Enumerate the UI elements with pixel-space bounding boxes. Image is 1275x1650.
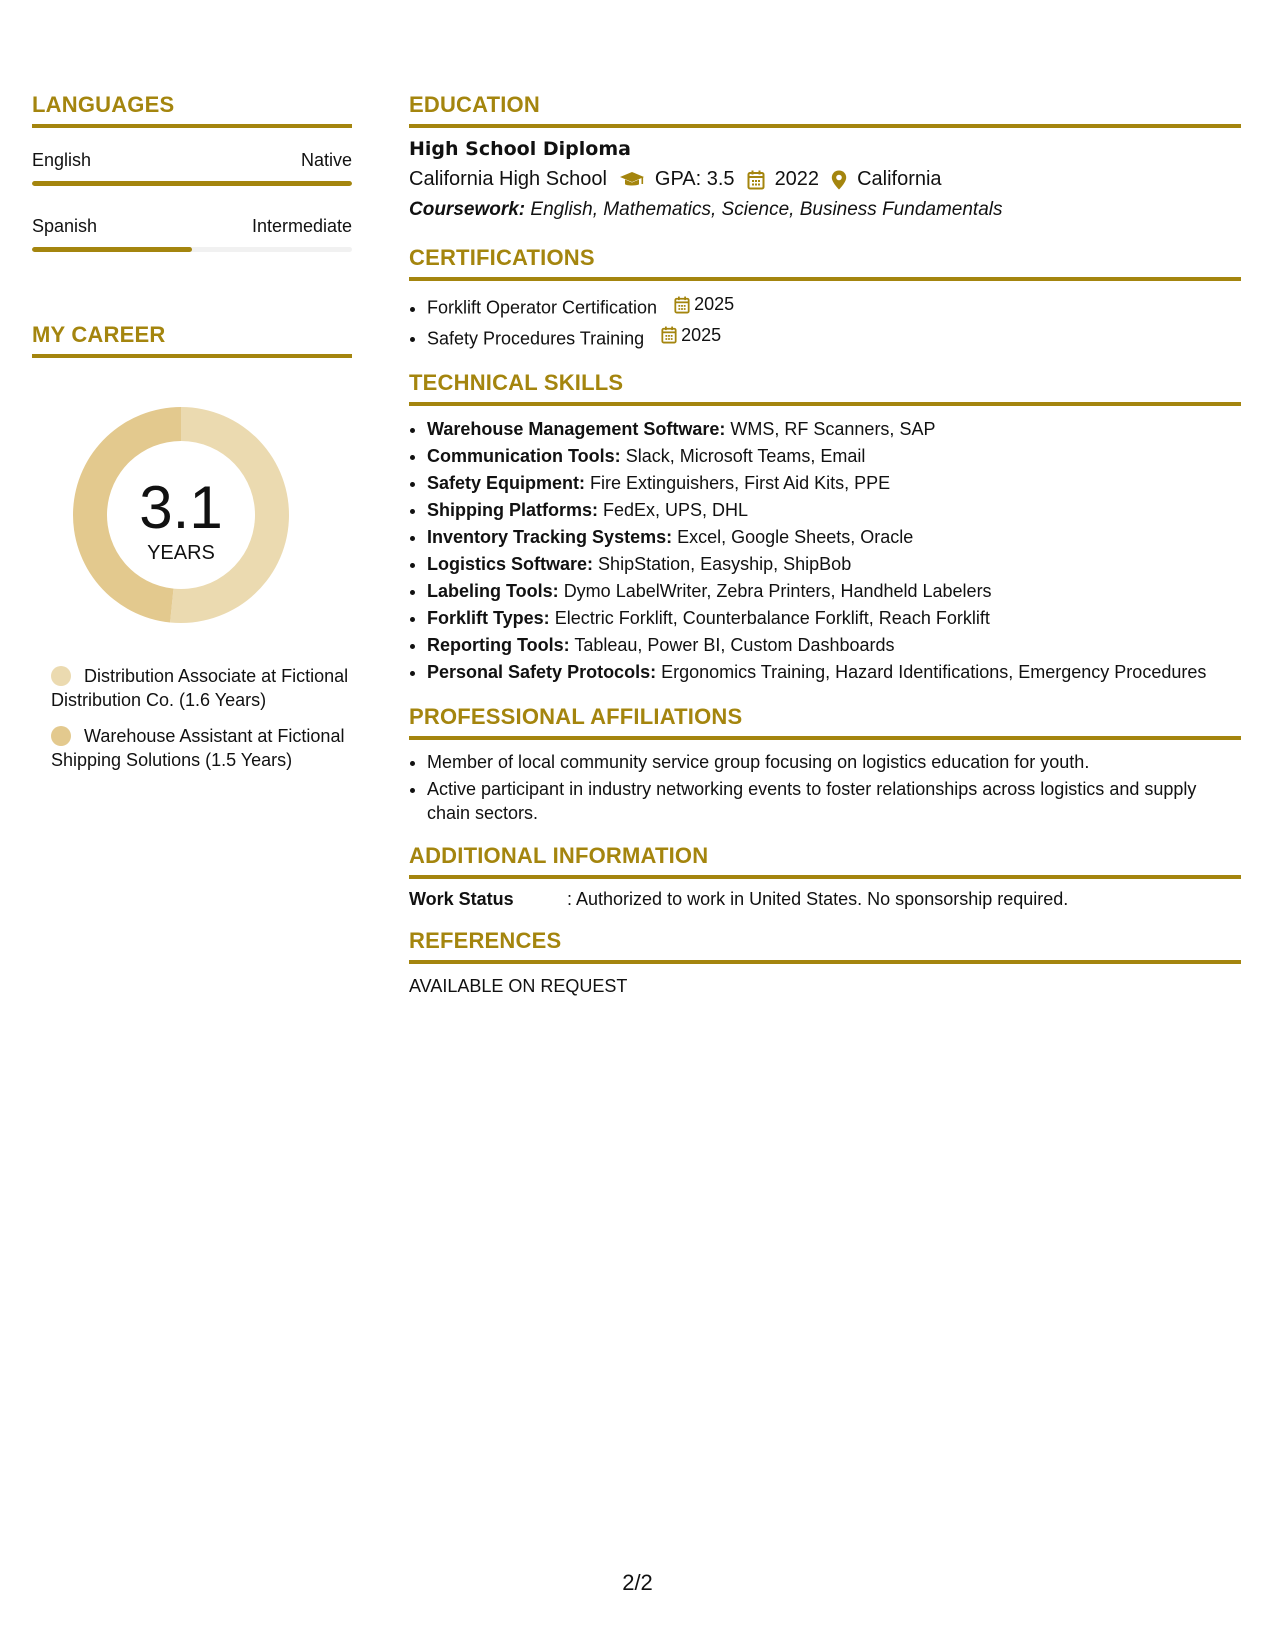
certification-year: 2025 [694, 294, 735, 314]
coursework-label: Coursework: [409, 199, 526, 220]
calendar-icon [747, 170, 765, 190]
calendar-icon [661, 326, 677, 344]
list-item [427, 659, 1241, 686]
certification-name: Safety Procedures Training [427, 328, 645, 348]
language-level: Intermediate [251, 216, 352, 236]
language-name: Spanish [32, 216, 98, 236]
skill-value: Tableau, Power BI, Custom Dashboards [574, 635, 895, 655]
skill-value: FedEx, UPS, DHL [603, 500, 749, 520]
career-legend-label: Warehouse Assistant at Fictional Shipping Solutions (1.5 Years) [51, 726, 345, 770]
list-item [427, 632, 1241, 659]
skill-label: Reporting Tools: [427, 635, 570, 655]
language-level: Native [300, 150, 352, 170]
language-item [32, 216, 352, 252]
affiliations-section [409, 704, 1241, 825]
career-total-value: 3.1 [139, 474, 223, 541]
graduation-year: 2022 [774, 168, 820, 190]
additional-info-section [409, 843, 1241, 910]
work-status-label: Work Status [409, 889, 514, 909]
affiliations-list [409, 750, 1241, 825]
list-item [427, 578, 1241, 605]
references-section [409, 928, 1241, 997]
list-item [427, 524, 1241, 551]
page-number: 2/2 [622, 1570, 653, 1595]
skill-value: Excel, Google Sheets, Oracle [677, 527, 914, 547]
calendar-icon [674, 296, 690, 314]
career-legend [32, 664, 352, 772]
work-status-row [409, 889, 1241, 910]
coursework-list: English, Mathematics, Science, Business Fundamentals [530, 199, 1003, 220]
language-list [32, 150, 352, 252]
career-legend-label: Distribution Associate at Fictional Distribution Co. (1.6 Years) [51, 666, 349, 710]
graduation-cap-icon [619, 171, 645, 189]
education-details [409, 168, 1241, 191]
skill-value: Ergonomics Training, Hazard Identifications, Emergency Procedures [661, 662, 1207, 682]
skill-value: Electric Forklift, Counterbalance Forklift, Reach Forklift [554, 608, 990, 628]
technical-skills-section [409, 370, 1241, 686]
career-heading: MY CAREER [32, 322, 352, 358]
references-heading: REFERENCES [409, 928, 1241, 964]
languages-heading: LANGUAGES [32, 92, 352, 128]
coursework [409, 199, 1241, 221]
list-item [427, 605, 1241, 632]
language-proficiency-fill [32, 181, 352, 186]
skill-value: Slack, Microsoft Teams, Email [625, 446, 866, 466]
skill-label: Shipping Platforms: [427, 500, 598, 520]
list-item: • Member of local community service group focusing on logistics education for youth. [427, 750, 1241, 774]
education-heading: EDUCATION [409, 92, 1241, 128]
certifications-section [409, 245, 1241, 352]
gpa: GPA: 3.5 [654, 168, 735, 190]
list-item [427, 497, 1241, 524]
certification-year: 2025 [681, 324, 722, 345]
skill-label: Labeling Tools: [427, 581, 559, 601]
technical-skills-heading: TECHNICAL SKILLS [409, 370, 1241, 406]
career-legend-item [51, 724, 352, 772]
language-proficiency-bar [32, 247, 352, 252]
work-status-value: : Authorized to work in United States. No sponsorship required. [567, 889, 1069, 909]
career-legend-item [51, 664, 352, 712]
list-item [427, 443, 1241, 470]
degree-title: High School Diploma [409, 138, 631, 160]
references-text: AVAILABLE ON REQUEST [409, 976, 628, 996]
skill-label: Communication Tools: [427, 446, 621, 466]
skill-label: Forklift Types: [427, 608, 550, 628]
language-item [32, 150, 352, 186]
school-location: California [857, 168, 942, 190]
list-item [427, 551, 1241, 578]
skill-label: Warehouse Management Software: [427, 419, 726, 439]
additional-info-heading: ADDITIONAL INFORMATION [409, 843, 1241, 879]
skill-label: Personal Safety Protocols: [427, 662, 657, 682]
list-item [427, 291, 1241, 322]
education-section [409, 92, 1241, 221]
school-name: California High School [409, 168, 607, 190]
career-total [66, 400, 296, 630]
career-donut-chart [66, 400, 296, 630]
list-item: • Active participant in industry networking events to foster relationships across logistics and supply chain sectors. [427, 777, 1241, 825]
skill-label: Inventory Tracking Systems: [427, 527, 673, 547]
certification-list [409, 291, 1241, 352]
legend-dot-icon [51, 666, 71, 686]
skill-value: WMS, RF Scanners, SAP [730, 419, 936, 439]
list-item [427, 322, 1241, 353]
list-item [427, 470, 1241, 497]
language-name: English [32, 150, 92, 170]
right-column [409, 92, 1241, 997]
skill-value: Fire Extinguishers, First Aid Kits, PPE [590, 473, 891, 493]
certifications-heading: CERTIFICATIONS [409, 245, 1241, 281]
skill-value: Dymo LabelWriter, Zebra Printers, Handheld Labelers [563, 581, 992, 601]
certification-name: Forklift Operator Certification [427, 297, 658, 318]
language-proficiency-bar [32, 181, 352, 186]
skill-label: Logistics Software: [427, 554, 594, 574]
skill-value: ShipStation, Easyship, ShipBob [598, 554, 852, 574]
affiliations-heading: PROFESSIONAL AFFILIATIONS [409, 704, 1241, 740]
map-pin-icon [831, 170, 847, 190]
career-total-unit: YEARS [147, 542, 215, 564]
legend-dot-icon [51, 726, 71, 746]
skills-list [409, 416, 1241, 686]
language-proficiency-fill [32, 247, 192, 252]
list-item [427, 416, 1241, 443]
skill-label: Safety Equipment: [427, 473, 586, 493]
left-column [32, 92, 352, 784]
